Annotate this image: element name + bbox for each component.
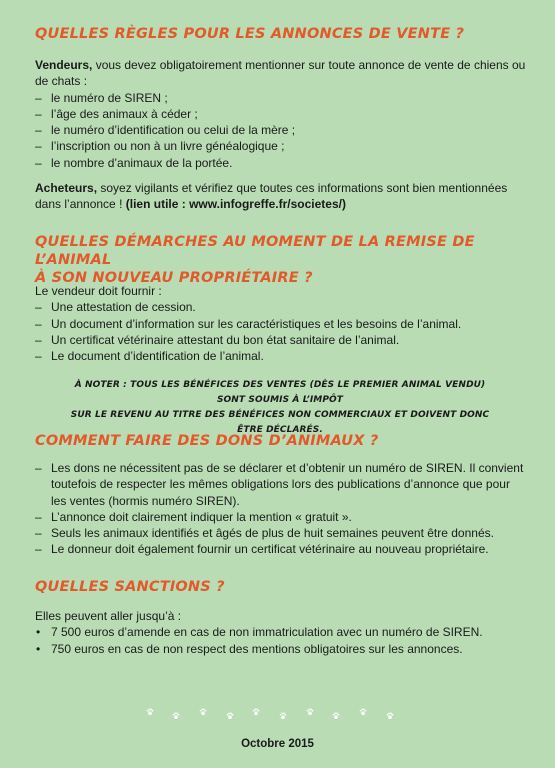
- heading-line-1: QUELLES DÉMARCHES AU MOMENT DE LA REMISE DE L’ANIMAL: [35, 234, 475, 268]
- sellers-label: Vendeurs,: [35, 58, 93, 72]
- list-item: – le numéro de SIREN ;: [35, 90, 527, 106]
- list-item: – le nombre d’animaux de la portée.: [35, 155, 527, 171]
- sanctions-intro: Elles peuvent aller jusqu’à :: [35, 609, 182, 623]
- tax-note-line-2: SUR LE REVENU AU TITRE DES BÉNÉFICES NON COMMERCIAUX ET DOIVENT DONC ÊTRE DÉCLARÉS.: [70, 410, 490, 435]
- documents-list: [35, 299, 527, 364]
- list-item: – Un document d’information sur les caractéristiques et les besoins de l’animal.: [35, 316, 527, 332]
- paw-print-icon: [172, 712, 180, 720]
- paw-print-icon: [279, 712, 287, 720]
- buyers-text: soyez vigilants et vérifiez que toutes ces informations sont bien mentionnées dans l’annonce !: [35, 181, 508, 212]
- buyers-paragraph: [35, 180, 527, 213]
- list-item: – le numéro d’identification ou celui de la mère ;: [35, 122, 527, 138]
- paw-print-icon: [226, 712, 234, 720]
- list-item: – Un certificat vétérinaire attestant du bon état sanitaire de l’animal.: [35, 332, 527, 348]
- seller-provides-intro: Le vendeur doit fournir :: [35, 284, 162, 298]
- heading-sales-rules: QUELLES RÈGLES POUR LES ANNONCES DE VENTE ?: [35, 26, 465, 42]
- section-sales-rules: [35, 57, 527, 213]
- list-item: – l’âge des animaux à céder ;: [35, 106, 527, 122]
- sellers-intro-text: vous devez obligatoirement mentionner sur toute annonce de vente de chiens ou de chats :: [35, 58, 526, 89]
- publication-date: Octobre 2015: [241, 738, 314, 750]
- tax-note-line-1: À NOTER : TOUS LES BÉNÉFICES DES VENTES (DÈS LE PREMIER ANIMAL VENDU) SONT SOUMIS À L’IMPÔT: [74, 380, 486, 405]
- section-sanctions: [35, 608, 527, 657]
- list-item: – l’inscription ou non à un livre généalogique ;: [35, 138, 527, 154]
- buyers-label: Acheteurs,: [35, 181, 98, 196]
- list-item: – Une attestation de cession.: [35, 299, 527, 315]
- paw-prints-decoration: [146, 708, 416, 722]
- paw-print-icon: [252, 708, 260, 716]
- paw-print-icon: [332, 712, 340, 720]
- tax-note: [60, 378, 500, 438]
- sellers-intro: [35, 57, 527, 90]
- section-donations: [35, 460, 527, 558]
- section-handover-steps: [35, 283, 527, 364]
- paw-print-icon: [199, 708, 207, 716]
- heading-handover-steps: [35, 233, 525, 287]
- list-item: – Seuls les animaux identifiés et âgés de plus de huit semaines peuvent être donnés.: [35, 525, 527, 541]
- heading-donations: COMMENT FAIRE DES DONS D’ANIMAUX ?: [35, 433, 379, 449]
- list-item: • 7 500 euros d’amende en cas de non immatriculation avec un numéro de SIREN.: [35, 624, 527, 640]
- list-item: • 750 euros en cas de non respect des mentions obligatoires sur les annonces.: [35, 641, 527, 657]
- sanctions-list: [35, 624, 527, 657]
- paw-print-icon: [359, 708, 367, 716]
- heading-line-2: À SON NOUVEAU PROPRIÉTAIRE ?: [35, 270, 313, 286]
- paw-print-icon: [306, 708, 314, 716]
- list-item: – L’annonce doit clairement indiquer la mention « gratuit ».: [35, 509, 527, 525]
- mandatory-mentions-list: [35, 90, 527, 171]
- donations-list: [35, 460, 527, 558]
- list-item: – Le donneur doit également fournir un certificat vétérinaire au nouveau propriétaire.: [35, 541, 527, 557]
- paw-print-icon: [386, 712, 394, 720]
- list-item: – Le document d’identification de l’animal.: [35, 348, 527, 364]
- infogreffe-link[interactable]: (lien utile : www.infogreffe.fr/societes/): [125, 197, 346, 212]
- list-item: – Les dons ne nécessitent pas de se déclarer et d’obtenir un numéro de SIREN. Il convient toutefois de respecter les mêmes obligations lors des publications d’annonce que pour les ventes (hormis numéro SIREN).: [35, 460, 527, 509]
- heading-sanctions: QUELLES SANCTIONS ?: [35, 579, 225, 595]
- paw-print-icon: [146, 708, 154, 716]
